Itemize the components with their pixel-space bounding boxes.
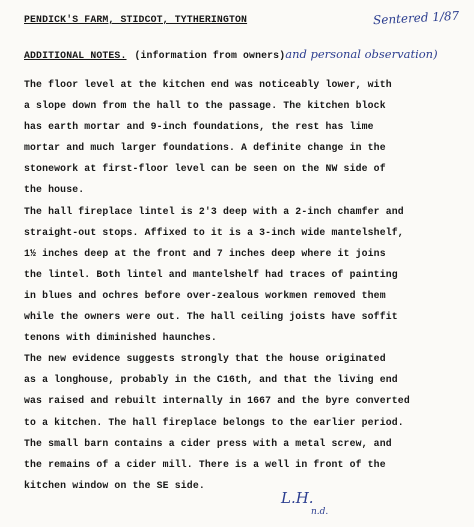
body-line: kitchen window on the SE side.	[24, 479, 205, 491]
body-line: The new evidence suggests strongly that the house originated	[24, 353, 386, 365]
body-line: tenons with diminished haunches.	[24, 332, 217, 344]
body-line: The hall fireplace lintel is 2'3 deep with a 2-inch chamfer and	[24, 205, 404, 217]
handwritten-personal-observation: and personal observation)	[285, 47, 438, 61]
handwritten-initials: L.H.	[281, 489, 314, 507]
body-line: mortar and much larger foundations. A definite change in the	[24, 142, 386, 154]
handwritten-date-note: Sentered 1/87	[372, 8, 460, 28]
body-line: the house.	[24, 184, 85, 196]
body-line: in blues and ochres before over-zealous workmen removed them	[24, 289, 386, 301]
body-line: The small barn contains a cider press with a metal screw, and	[24, 437, 392, 449]
body-line: the lintel. Both lintel and mantelshelf had traces of painting	[24, 268, 398, 280]
body-line: straight-out stops. Affixed to it is a 3-inch wide mantelshelf,	[24, 226, 404, 238]
document-title: PENDICK'S FARM, STIDCOT, TYTHERINGTON	[24, 14, 248, 25]
body-line: 1½ inches deep at the front and 7 inches deep where it joins	[24, 247, 386, 259]
body-line: to a kitchen. The hall fireplace belongs to the earlier period.	[24, 416, 404, 428]
body-line: has earth mortar and 9-inch foundations, the rest has lime	[24, 121, 374, 133]
additional-notes-heading: ADDITIONAL NOTES.	[24, 50, 127, 61]
body-line: a slope down from the hall to the passage. The kitchen block	[24, 100, 386, 112]
notes-body	[24, 74, 454, 496]
additional-notes-heading-row	[24, 45, 438, 63]
body-line: while the owners were out. The hall ceiling joists have soffit	[24, 311, 398, 323]
body-line: was raised and rebuilt internally in 1667 and the byre converted	[24, 395, 410, 407]
body-line: The floor level at the kitchen end was noticeably lower, with	[24, 79, 392, 90]
handwritten-nd-note: n.d.	[311, 507, 329, 517]
body-line: as a longhouse, probably in the C16th, and that the living end	[24, 374, 398, 386]
information-source-text: (information from owners)	[134, 50, 286, 61]
body-line: the remains of a cider mill. There is a well in front of the	[24, 458, 386, 470]
body-line: stonework at first-floor level can be seen on the NW side of	[24, 163, 386, 175]
